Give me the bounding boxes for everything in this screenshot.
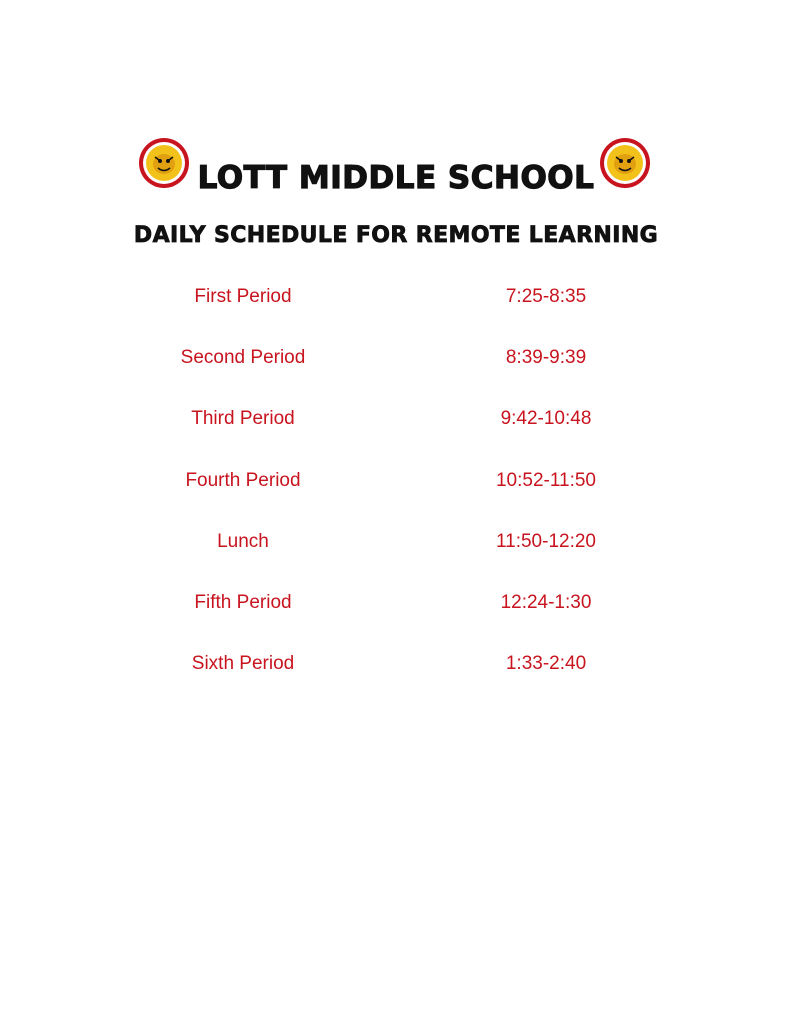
period-name: Lunch	[217, 530, 269, 552]
page-title: LOTT MIDDLE SCHOOL	[197, 160, 595, 196]
schedule-table	[0, 283, 792, 711]
period-time: 1:33-2:40	[505, 653, 587, 675]
period-time: 11:50-12:20	[495, 530, 596, 552]
table-row	[0, 405, 792, 466]
table-row	[0, 650, 792, 711]
period-name: Sixth Period	[191, 653, 295, 675]
table-row	[0, 283, 792, 344]
table-row	[0, 589, 792, 650]
table-row	[0, 528, 792, 589]
period-time: 10:52-11:50	[495, 469, 596, 491]
period-time: 7:25-8:35	[505, 286, 587, 307]
period-name: Fifth Period	[194, 591, 292, 613]
period-name: Second Period	[180, 347, 306, 369]
period-name: Fourth Period	[185, 469, 301, 491]
period-name: First Period	[194, 286, 292, 307]
period-time: 9:42-10:48	[500, 408, 592, 430]
table-row	[0, 344, 792, 405]
period-time: 12:24-1:30	[500, 591, 592, 613]
page-subtitle: DAILY SCHEDULE FOR REMOTE LEARNING	[133, 223, 659, 248]
table-row	[0, 467, 792, 528]
period-name: Third Period	[191, 408, 295, 430]
document-header	[0, 0, 792, 260]
period-time: 8:39-9:39	[505, 347, 587, 369]
